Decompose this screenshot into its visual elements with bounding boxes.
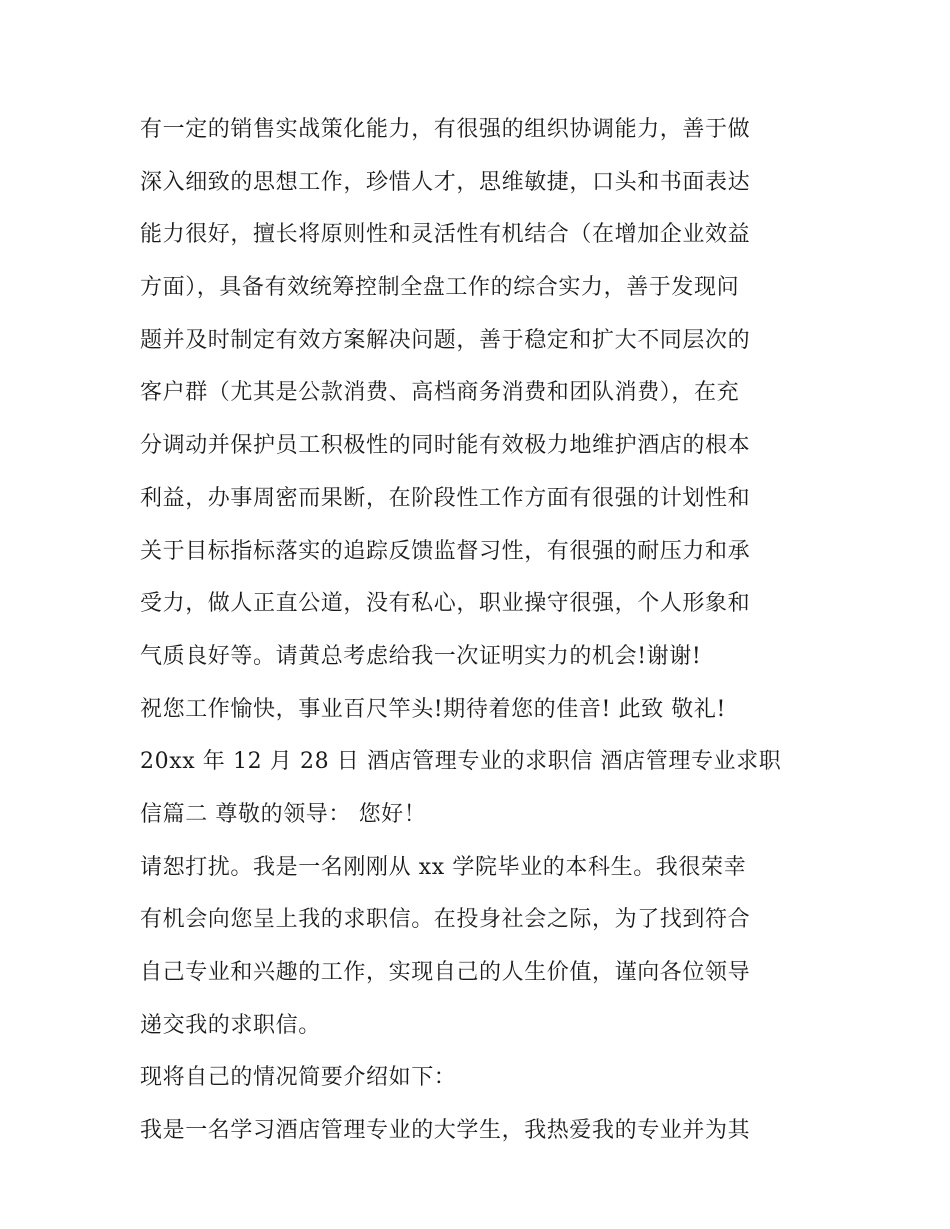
text-line-9: 关于目标指标落实的追踪反馈监督习性，有很强的耐压力和承 <box>140 538 751 564</box>
text-line-3: 能力很好，擅长将原则性和灵活性有机结合（在增加企业效益 <box>140 222 751 248</box>
text-line-16: 有机会向您呈上我的求职信。在投身社会之际，为了找到符合 <box>140 907 751 933</box>
text-line-19: 现将自己的情况简要介绍如下： <box>140 1065 457 1091</box>
text-line-11: 气质良好等。请黄总考虑给我一次证明实力的机会!谢谢! <box>140 643 702 669</box>
text-line-14: 信篇二 尊敬的领导： 您好！ <box>140 801 427 827</box>
text-line-4: 方面），具备有效统筹控制全盘工作的综合实力，善于发现问 <box>140 275 740 301</box>
text-line-10: 受力，做人正直公道，没有私心，职业操守很强，个人形象和 <box>140 591 751 617</box>
text-line-2: 深入细致的思想工作，珍惜人才，思维敏捷，口头和书面表达 <box>140 169 751 195</box>
text-line-7: 分调动并保护员工积极性的同时能有效极力地维护酒店的根本 <box>140 433 751 459</box>
text-line-15: 请恕打扰。我是一名刚刚从 xx 学院毕业的本科生。我很荣幸 <box>140 854 747 880</box>
body-text <box>140 104 820 1158</box>
text-line-12: 祝您工作愉快，事业百尺竿头!期待着您的佳音! 此致 敬礼! <box>140 696 726 722</box>
text-line-20: 我是一名学习酒店管理专业的大学生，我热爱我的专业并为其 <box>140 1118 751 1144</box>
text-line-5: 题并及时制定有效方案解决问题，善于稳定和扩大不同层次的 <box>140 327 751 353</box>
text-line-1: 有一定的销售实战策化能力，有很强的组织协调能力，善于做 <box>140 117 751 142</box>
text-line-18: 递交我的求职信。 <box>140 1012 321 1038</box>
text-line-8: 利益，办事周密而果断，在阶段性工作方面有很强的计划性和 <box>140 485 751 511</box>
text-line-6: 客户群（尤其是公款消费、高档商务消费和团队消费），在充 <box>140 380 740 406</box>
text-line-13: 20xx 年 12 月 28 日 酒店管理专业的求职信 酒店管理专业求职 <box>140 749 782 775</box>
text-line-17: 自己专业和兴趣的工作，实现自己的人生价值，谨向各位领导 <box>140 960 751 985</box>
